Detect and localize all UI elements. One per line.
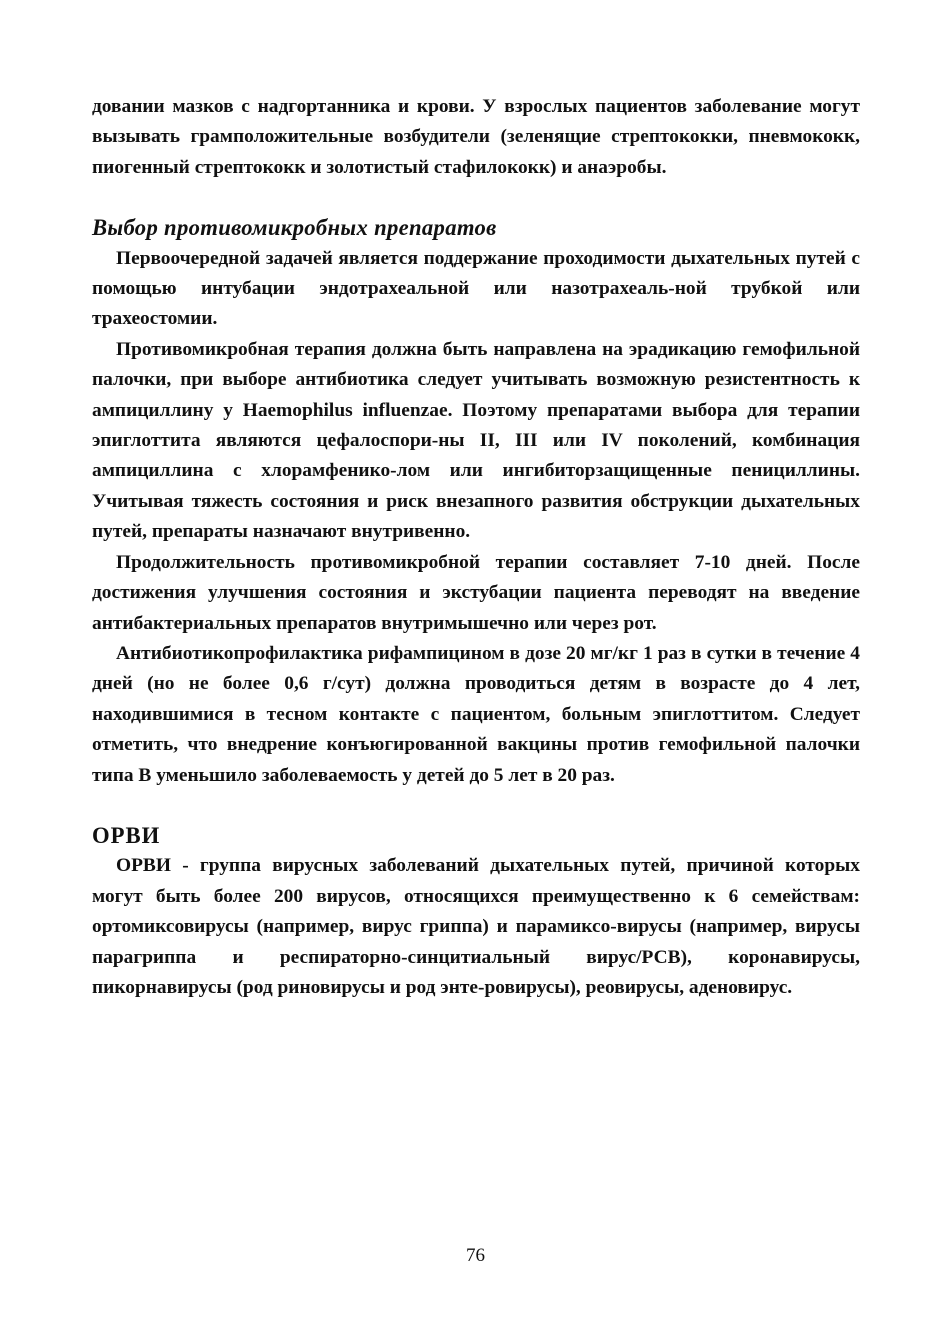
- page-number: 76: [466, 1245, 485, 1266]
- paragraph-therapy: Противомикробная терапия должна быть направлена на эрадикацию гемофильной палочки, при выборе антибиотика следует учитывать возможную резистентность к ампициллину у Haemophilus influenzae. Поэтому препаратами выбора для терапии эпиглоттита являются цефалоспори-ны II, III или IV поколений, комбинация ампициллина с хлорамфенико-лом или ингибиторзащищенные пенициллины. Учитывая тяжесть состояния и риск внезапного развития обструкции дыхательных путей, препараты назначают внутривенно.: [92, 338, 860, 543]
- paragraph-airway: Первоочередной задачей является поддержание проходимости дыхательных путей с помощью интубации эндотрахеальной или назотрахеаль-ной трубкой или трахеостомии.: [92, 247, 860, 330]
- paragraph-prophylaxis: Антибиотикопрофилактика рифампицином в дозе 20 мг/кг 1 раз в сутки в течение 4 дней (но не более 0,6 г/сут) должна проводиться детям в возрасте до 4 лет, находившимися в тесном контакте с пациентом, больным эпиглоттитом. Следует отметить, что внедрение конъюгированной вакцины против гемофильной палочки типа В уменьшило заболеваемость у детей до 5 лет в 20 раз.: [92, 642, 860, 786]
- section-heading-antimicrobial-choice: Выбор противомикробных препаратов: [92, 215, 497, 241]
- paragraph-duration: Продолжительность противомикробной терапии составляет 7-10 дней. После достижения улучшения состояния и экстубации пациента переводят на введение антибактериальных препаратов внутримышечно или через рот.: [92, 551, 860, 634]
- section-heading-orvi: ОРВИ: [92, 822, 161, 848]
- document-page: [92, 92, 860, 1003]
- paragraph-orvi-definition: ОРВИ - группа вирусных заболеваний дыхательных путей, причиной которых могут быть более 200 вирусов, относящихся преимущественно к 6 семействам: ортомиксовирусы (например, вирус гриппа) и парамиксо-вирусы (например, вирусы парагриппа и респираторно-синцитиальный вирус/РСВ), коронавирусы, пикорнавирусы (род риновирусы и род энте-ровирусы), реовирусы, аденовирус.: [92, 855, 860, 998]
- paragraph-continuation: довании мазков с надгортанника и крови. У взрослых пациентов заболевание могут вызывать грамположительные возбудители (зеленящие стрептококки, пневмококк, пиогенный стрептококк и золотистый стафилококк) и анаэробы.: [92, 96, 860, 178]
